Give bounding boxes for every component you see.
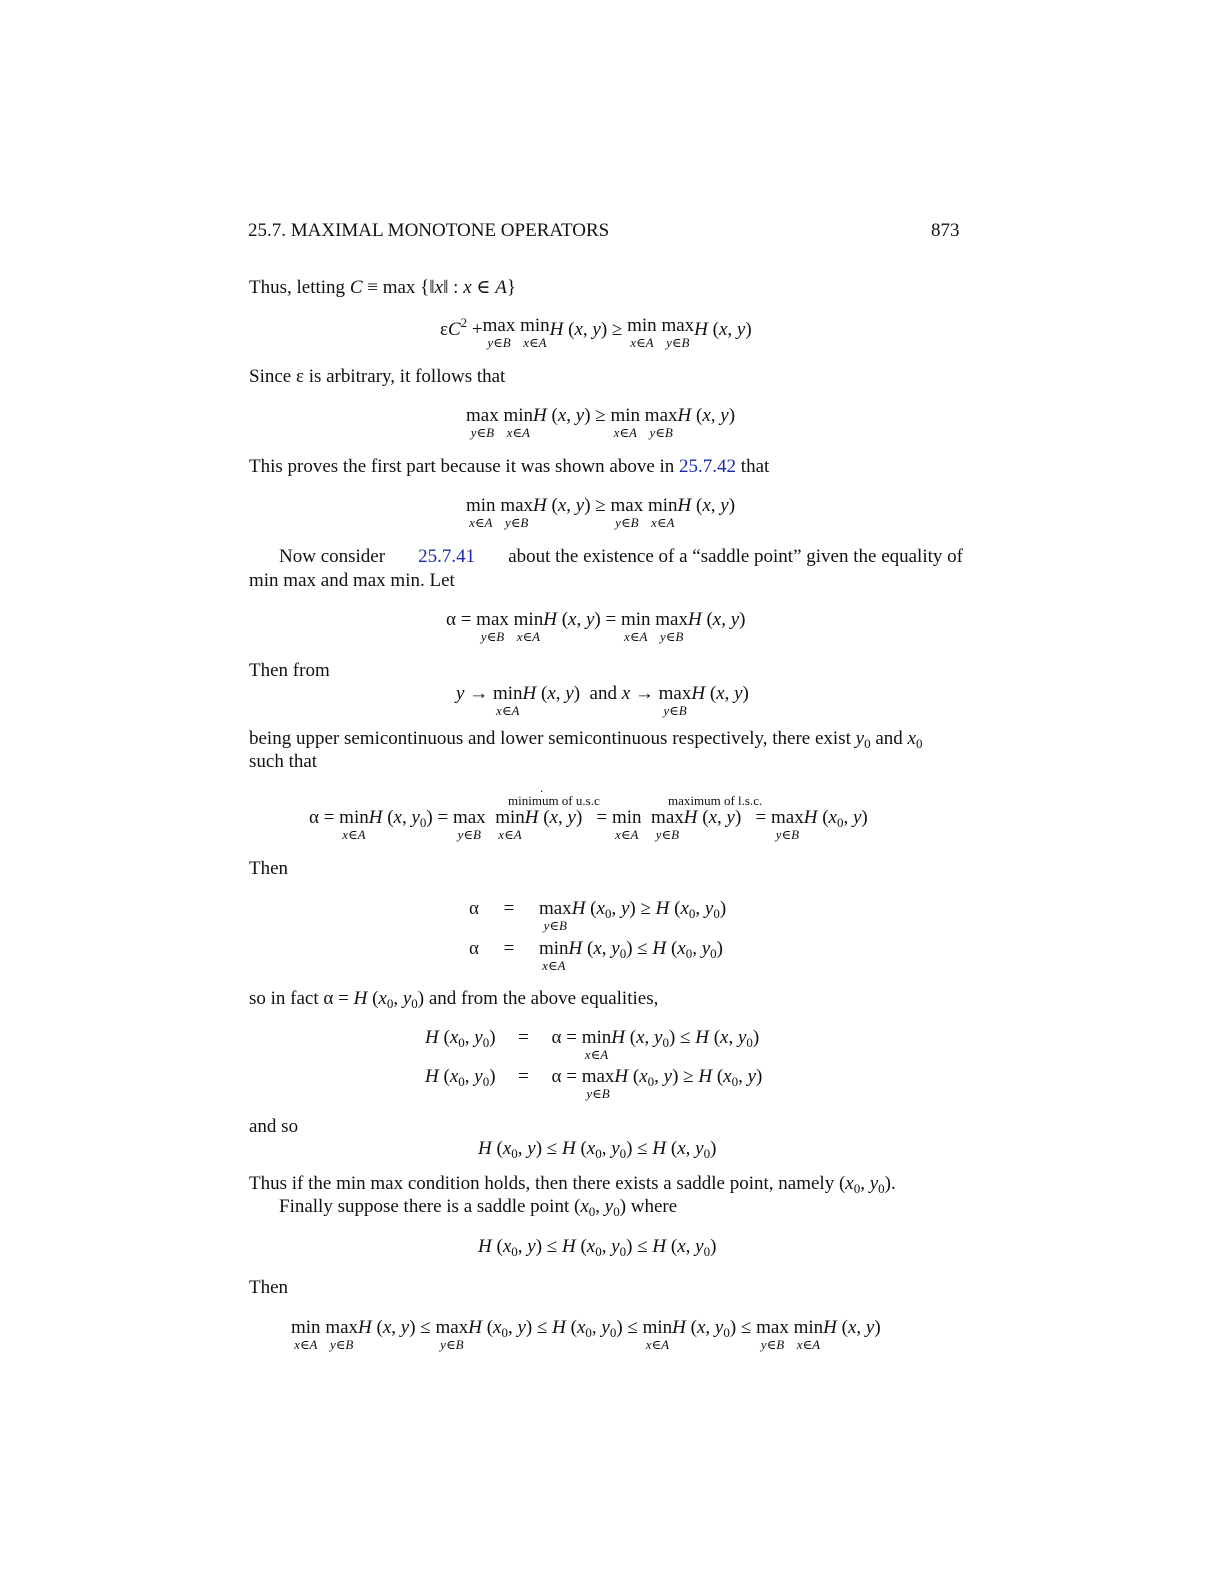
text-that: that bbox=[740, 456, 770, 477]
paragraph-proves-first-part bbox=[249, 456, 769, 478]
equation-h-row-1: H ($x_0$, $y_0) = \alpha = \min$ x∈A H (x, $y_0) \le H$ (x, $y_0$) bbox=[425, 1027, 760, 1062]
page-number: 873 bbox=[931, 220, 960, 241]
equation-maxmin-geq-minmax: max y∈B min x∈A H (x, y) ≥ min x∈A max y∈B H (x, y) bbox=[466, 405, 736, 440]
equation-alpha-row-2: α = min x∈A H (x, $y_0) \le H$ ($x_0$, $y_0$) bbox=[469, 938, 723, 973]
paragraph-and-so: and so bbox=[249, 1116, 299, 1137]
text-where: where bbox=[630, 1196, 678, 1217]
equation-minmax-geq-maxmin: min x∈A max y∈B H (x, y) ≥ max y∈B min x∈A H (x, y) bbox=[466, 495, 736, 530]
text-semicontinuous: being upper semicontinuous and lower semicontinuous respectively, there exist bbox=[249, 728, 851, 749]
paragraph-since-epsilon: Since ε is arbitrary, it follows that bbox=[249, 366, 506, 387]
text-and-2: and bbox=[875, 728, 903, 749]
paragraph-thus-if: Thus if the min max condition holds, then there exists a saddle point, namely ($x_0$, $y_0$). bbox=[249, 1173, 896, 1196]
running-header: 25.7. MAXIMAL MONOTONE OPERATORS bbox=[248, 220, 610, 241]
text-saddle-point: about the existence of a “saddle point” given the equality of bbox=[508, 546, 963, 567]
paragraph-finally: Finally suppose there is a saddle point ($x_0$, $y_0$) where bbox=[279, 1196, 678, 1219]
paragraph-so-in-fact: so in fact α = H ($x_0$, $y_0$) and from the above equalities, bbox=[249, 988, 659, 1011]
paragraph-then-final: Then bbox=[249, 1277, 289, 1298]
equation-alpha-chain: α = min x∈A H (x, $y_0) = \max$ y∈B min x∈A H (x, y) = min x∈A max y∈B H (x, y) = max y∈B H ($x_0$, y) bbox=[309, 807, 868, 842]
text-so-in-fact: so in fact bbox=[249, 988, 319, 1009]
text-finally: Finally suppose there is a saddle point bbox=[279, 1196, 570, 1217]
equation-h-row-2: H ($x_0$, $y_0) = \alpha = \max$ y∈B H ($x_0$, y) ≥ H ($x_0$, y) bbox=[425, 1066, 763, 1101]
ref-link-25-7-42[interactable]: 25.7.42 bbox=[679, 456, 737, 477]
paragraph-semicontinuous: being upper semicontinuous and lower semicontinuous respectively, there exist $y_0$ and $x_0$ bbox=[249, 728, 923, 751]
equation-saddle-inequality-2: H ($x_0$, y) ≤ H ($x_0$, $y_0) \le H$ (x, $y_0$) bbox=[478, 1236, 717, 1259]
text-proves: This proves the first part because it was shown above in bbox=[249, 456, 675, 477]
paragraph-then: Then bbox=[249, 858, 289, 879]
equation-alpha-definition: α = max y∈B min x∈A H (x, y) = min x∈A max y∈B H (x, y) bbox=[446, 609, 746, 644]
equation-mappings: y → min x∈A H (x, y) and x → max y∈B H (x, y) bbox=[456, 683, 749, 718]
paragraph-now-consider bbox=[279, 546, 963, 568]
overset-maximum-lsc: maximum of l.s.c. bbox=[668, 793, 763, 808]
text-and: and bbox=[589, 683, 617, 704]
paragraph-minmax-let: min max and max min. Let bbox=[249, 570, 455, 591]
text-thus-letting: Thus, letting bbox=[249, 277, 346, 298]
equation-epsilon-bound: $\varepsilon C^2 +\max$ y∈B min x∈A H (x, y) ≥ min x∈A max y∈B H (x, y) bbox=[440, 315, 752, 350]
overset-minimum-usc: minimum of u.s.c bbox=[508, 793, 600, 808]
paragraph-thus-letting: Thus, letting C ≡ max {‖x‖ : x ∈ A} bbox=[249, 277, 516, 298]
equation-saddle-inequality-1: H ($x_0$, y) ≤ H ($x_0$, $y_0) \le H$ (x, $y_0$) bbox=[478, 1138, 717, 1161]
equation-alpha-row-1: α = max y∈B H ($x_0$, y) ≥ H ($x_0$, $y_0$) bbox=[469, 898, 727, 933]
overset-dot: . bbox=[540, 780, 544, 795]
paragraph-then-from: Then from bbox=[249, 660, 330, 681]
text-now-consider: Now consider bbox=[279, 546, 386, 567]
equation-final-chain: min x∈A max y∈B H (x, y) ≤ max y∈B H ($x_0$, y) ≤ H ($x_0$, $y_0) \le \min$ x∈A H (x, $y_0) \le \max$ y∈B min x∈A H (x, y) bbox=[291, 1317, 881, 1352]
paragraph-such-that: such that bbox=[249, 751, 318, 772]
ref-link-25-7-41[interactable]: 25.7.41 bbox=[418, 546, 476, 567]
text-above-equalities: and from the above equalities, bbox=[428, 988, 659, 1009]
text-thus-if: Thus if the min max condition holds, then there exists a saddle point, namely bbox=[249, 1173, 835, 1194]
